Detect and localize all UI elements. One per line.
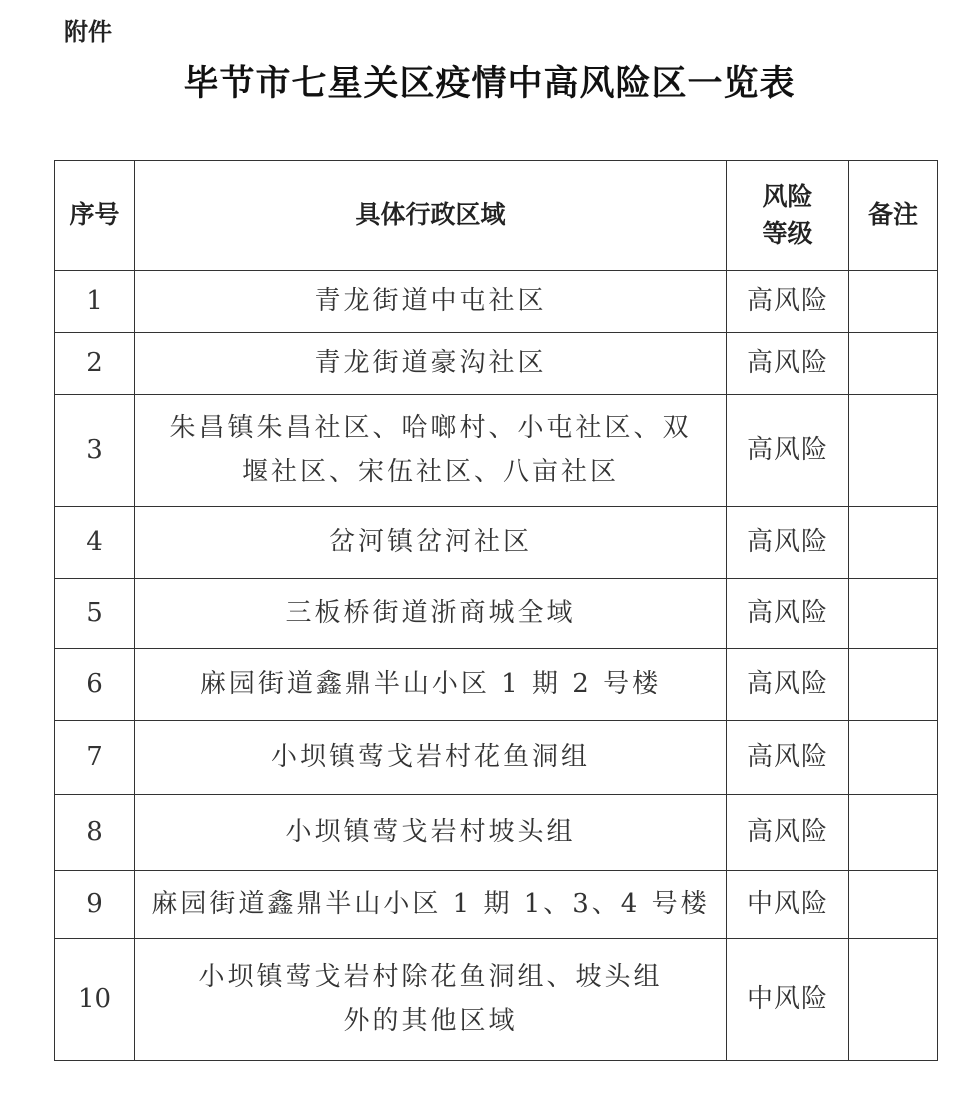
table-body <box>55 271 938 1061</box>
row-seq: 10 <box>55 939 135 1061</box>
row-risk-level: 中风险 <box>727 939 849 1061</box>
attachment-label: 附件 <box>64 18 112 46</box>
row-note <box>849 395 938 507</box>
row-seq: 8 <box>55 795 135 871</box>
row-area-line: 小坝镇莺戈岩村坡头组 <box>285 816 576 847</box>
header-seq: 序号 <box>55 161 135 271</box>
table-row <box>55 579 938 649</box>
table-row <box>55 871 938 939</box>
row-area-line: 岔河镇岔河社区 <box>328 526 532 557</box>
row-note <box>849 333 938 395</box>
row-area-line: 三板桥街道浙商城全域 <box>285 597 576 628</box>
row-area <box>135 721 727 795</box>
row-area <box>135 871 727 939</box>
row-risk-level: 高风险 <box>727 795 849 871</box>
table-row <box>55 649 938 721</box>
row-seq: 6 <box>55 649 135 721</box>
row-area <box>135 649 727 721</box>
table-row <box>55 939 938 1061</box>
page-title: 毕节市七星关区疫情中高风险区一览表 <box>183 64 796 104</box>
row-area <box>135 333 727 395</box>
row-area-line: 朱昌镇朱昌社区、哈啷村、小屯社区、双 <box>169 412 692 443</box>
row-risk-level: 高风险 <box>727 579 849 649</box>
row-note <box>849 721 938 795</box>
row-risk-level: 高风险 <box>727 649 849 721</box>
row-note <box>849 939 938 1061</box>
row-risk-level: 高风险 <box>727 271 849 333</box>
table-row <box>55 333 938 395</box>
risk-area-table <box>54 160 938 1061</box>
table-row <box>55 795 938 871</box>
row-seq: 2 <box>55 333 135 395</box>
row-area-line: 麻园街道鑫鼎半山小区 1 期 1、3、4 号楼 <box>151 888 710 919</box>
table-row <box>55 395 938 507</box>
row-area-line: 麻园街道鑫鼎半山小区 1 期 2 号楼 <box>199 668 662 699</box>
row-area <box>135 271 727 333</box>
row-note <box>849 579 938 649</box>
table-row <box>55 721 938 795</box>
row-area-line: 青龙街道豪沟社区 <box>314 347 547 378</box>
row-seq: 5 <box>55 579 135 649</box>
table-row <box>55 507 938 579</box>
header-level-line2: 等级 <box>762 218 813 248</box>
row-note <box>849 649 938 721</box>
row-area <box>135 395 727 507</box>
header-note: 备注 <box>849 161 938 271</box>
row-risk-level: 高风险 <box>727 395 849 507</box>
row-area <box>135 507 727 579</box>
row-risk-level: 高风险 <box>727 333 849 395</box>
row-seq: 4 <box>55 507 135 579</box>
header-level <box>727 161 849 271</box>
row-seq: 7 <box>55 721 135 795</box>
row-area-line: 堰社区、宋伍社区、八亩社区 <box>241 456 619 487</box>
row-area-line: 外的其他区域 <box>343 1005 518 1036</box>
row-area <box>135 579 727 649</box>
header-row <box>55 161 938 271</box>
row-risk-level: 高风险 <box>727 721 849 795</box>
row-note <box>849 271 938 333</box>
row-seq: 1 <box>55 271 135 333</box>
row-note <box>849 795 938 871</box>
header-area: 具体行政区域 <box>135 161 727 271</box>
row-area-line: 青龙街道中屯社区 <box>314 285 547 316</box>
row-note <box>849 507 938 579</box>
row-seq: 9 <box>55 871 135 939</box>
header-level-line1: 风险 <box>762 182 813 212</box>
row-seq: 3 <box>55 395 135 507</box>
row-risk-level: 高风险 <box>727 507 849 579</box>
table-row <box>55 271 938 333</box>
row-note <box>849 871 938 939</box>
row-area <box>135 939 727 1061</box>
row-area <box>135 795 727 871</box>
row-risk-level: 中风险 <box>727 871 849 939</box>
row-area-line: 小坝镇莺戈岩村花鱼洞组 <box>270 741 590 772</box>
row-area-line: 小坝镇莺戈岩村除花鱼洞组、坡头组 <box>198 961 663 992</box>
